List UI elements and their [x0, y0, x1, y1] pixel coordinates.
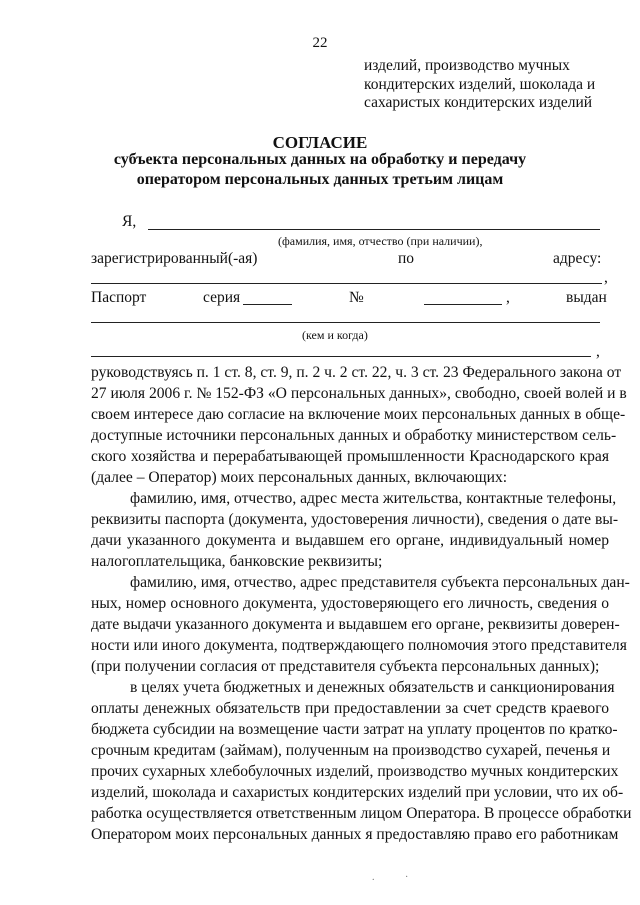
- i-label: Я,: [122, 213, 137, 230]
- address-label: адресу:: [553, 250, 602, 267]
- comma: ,: [506, 289, 510, 306]
- issued-by-hint: (кем и когда): [302, 328, 368, 342]
- number-field[interactable]: [424, 304, 502, 305]
- fio-hint: (фамилия, имя, отчество (при наличии),: [278, 234, 483, 248]
- issued-label: выдан: [566, 289, 607, 306]
- body-line: фамилию, имя, отчество, адрес представителя субъекта персональных дан-: [130, 574, 630, 591]
- body-line: руководствуясь п. 1 ст. 8, ст. 9, п. 2 ч. 2 ст. 22, ч. 3 ст. 23 Федерального закона от: [91, 364, 622, 381]
- header-line: сахаристых кондитерских изделий: [364, 94, 593, 111]
- issued-by-field[interactable]: [91, 322, 600, 323]
- body-line: реквизиты паспорта (документа, удостоверения личности), сведения о дате вы-: [91, 511, 619, 528]
- body-line: работка осуществляется ответственным лицом Оператора. В процессе обработки: [91, 805, 632, 822]
- body-line: налогоплательщика, банковские реквизиты;: [91, 553, 383, 570]
- fio-field[interactable]: [148, 229, 600, 230]
- body-line: дате выдачи указанного документа и выдавшем его органе, реквизиты доверен-: [91, 616, 620, 633]
- comma: ,: [596, 343, 600, 360]
- body-line: бюджета субсидии на возмещение части затрат на уплату процентов по кратко-: [91, 721, 618, 738]
- comma: ,: [604, 269, 608, 286]
- document-title: СОГЛАСИЕ: [272, 133, 368, 152]
- number-label: №: [349, 289, 364, 306]
- body-line: дачи указанного документа и выдавшем его органе, индивидуальный номер: [91, 532, 609, 549]
- body-line: фамилию, имя, отчество, адрес места жительства, контактные телефоны,: [130, 490, 617, 507]
- address-field[interactable]: [91, 283, 602, 284]
- document-subtitle: оператором персональных данных третьим лицам: [136, 171, 504, 188]
- header-line: изделий, производство мучных: [364, 57, 570, 74]
- body-line: прочих сухарных хлебобулочных изделий, производство мучных кондитерских: [91, 763, 619, 780]
- body-line: срочным кредитам (займам), полученным на производство сухарей, печенья и: [91, 742, 611, 759]
- issued-by-field-2[interactable]: [91, 356, 591, 357]
- body-line: в целях учета бюджетных и денежных обязательств и санкционирования: [130, 679, 615, 696]
- body-line: Оператором моих персональных данных я предоставляю право его работникам: [91, 826, 619, 843]
- header-line: кондитерских изделий, шоколада и: [364, 76, 596, 93]
- page-number: 22: [312, 35, 328, 51]
- body-line: своем интересе даю согласие на включение моих персональных данных в обще-: [91, 406, 626, 423]
- body-line: ности или иного документа, подтверждающего полномочия этого представителя: [91, 637, 627, 654]
- body-line: доступные источники персональных данных и обработку министерством сель-: [91, 427, 617, 444]
- registered-label: зарегистрированный(-ая): [91, 250, 258, 267]
- series-label: серия: [203, 289, 241, 306]
- series-field[interactable]: [243, 304, 292, 305]
- scan-mark: ·: [405, 872, 409, 883]
- body-line: 27 июля 2006 г. № 152-ФЗ «О персональных данных», свободно, своей волей и в: [91, 385, 627, 402]
- body-line: (далее – Оператор) моих персональных данных, включающих:: [91, 469, 508, 486]
- body-line: ского хозяйства и перерабатывающей промышленности Краснодарского края: [91, 448, 609, 465]
- passport-label: Паспорт: [91, 289, 147, 306]
- document-subtitle: субъекта персональных данных на обработку и передачу: [113, 151, 527, 168]
- scan-mark: .: [372, 872, 375, 883]
- body-line: ных, номер основного документа, удостоверяющего его личность, сведения о: [91, 595, 609, 612]
- body-line: (при получении согласия от представителя субъекта персональных данных);: [91, 658, 600, 675]
- body-line: оплаты денежных обязательств при предоставлении за счет средств краевого: [91, 700, 609, 717]
- body-line: изделий, шоколада и сахаристых кондитерских изделий при условии, что их об-: [91, 784, 624, 801]
- by-label: по: [398, 250, 415, 267]
